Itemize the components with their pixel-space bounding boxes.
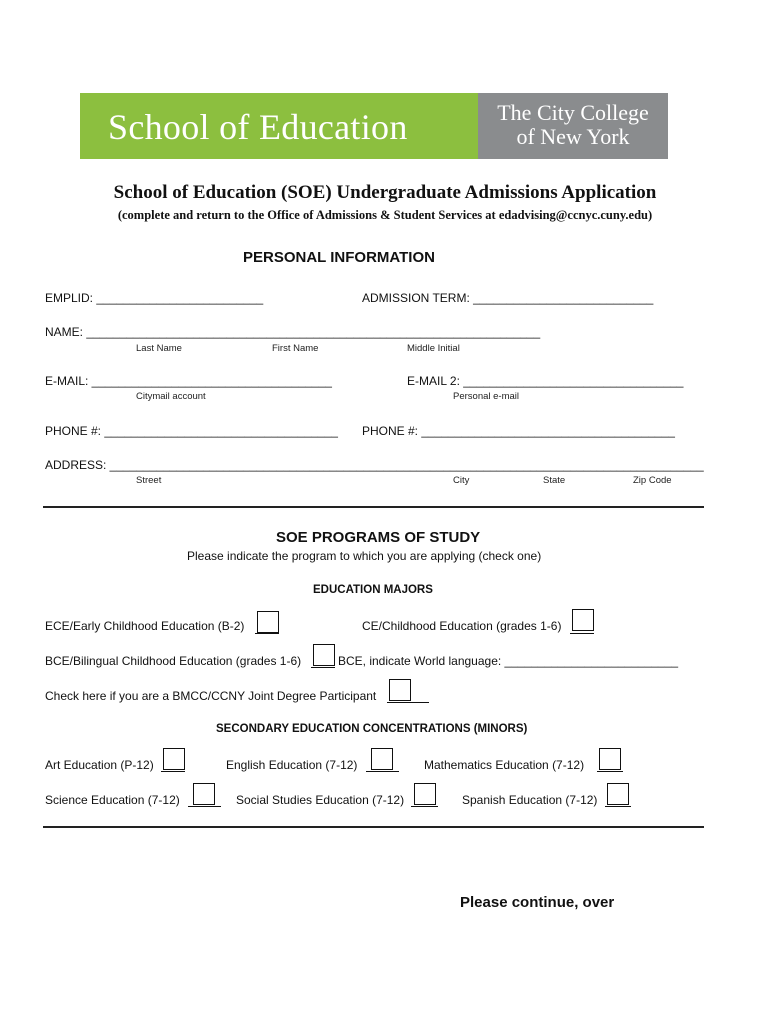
email2-field[interactable]: E-MAIL 2: _________________________________ [407,374,684,388]
math-education-checkbox[interactable] [599,748,621,770]
programs-instruction: Please indicate the program to which you are applying (check one) [187,549,542,563]
phone-field[interactable]: PHONE #: ___________________________________ [45,424,338,438]
ece-label: ECE/Early Childhood Education (B-2) [45,619,245,633]
name-field[interactable]: NAME: ____________________________________________________________________ [45,325,541,339]
minors-heading: SECONDARY EDUCATION CONCENTRATIONS (MINORS) [216,723,528,735]
social-studies-education-label: Social Studies Education (7-12) [236,793,405,807]
bce-checkbox[interactable] [313,644,335,666]
joint-degree-checkbox[interactable] [389,679,411,701]
programs-heading: SOE PROGRAMS OF STUDY [276,529,481,546]
street-hint: Street [136,475,162,486]
last-name-hint: Last Name [136,343,182,354]
phone2-field[interactable]: PHONE #: ______________________________________ [362,424,675,438]
english-education-label: English Education (7-12) [226,758,358,772]
math-education-label: Mathematics Education (7-12) [424,758,585,772]
emplid-field[interactable]: EMPLID: _________________________ [45,291,264,305]
science-education-checkbox[interactable] [193,783,215,805]
personal-info-heading: PERSONAL INFORMATION [243,249,435,266]
majors-heading: EDUCATION MAJORS [313,584,433,596]
art-education-label: Art Education (P-12) [45,758,154,772]
first-name-hint: First Name [272,343,319,354]
social-studies-education-checkbox[interactable] [414,783,436,805]
section-divider [43,506,704,508]
school-name: School of Education [108,107,408,147]
state-hint: State [543,475,566,486]
ece-checkbox[interactable] [257,611,279,633]
bce-label: BCE/Bilingual Childhood Education (grades 1-6) [45,654,302,668]
section-divider-bottom [43,826,704,828]
bce-language-field[interactable]: BCE, indicate World language: __________________________ [338,654,679,668]
science-education-label: Science Education (7-12) [45,793,180,807]
spanish-education-label: Spanish Education (7-12) [462,793,598,807]
middle-initial-hint: Middle Initial [407,343,460,354]
zip-code-hint: Zip Code [633,475,672,486]
address-field[interactable]: ADDRESS: _________________________________________________________________________________________ [45,458,704,472]
college-logo [478,93,668,159]
ce-checkbox[interactable] [572,609,594,631]
school-banner [80,93,478,159]
form-title: School of Education (SOE) Undergraduate Admissions Application [113,182,657,203]
email2-hint: Personal e-mail [453,391,519,402]
form-subtitle: (complete and return to the Office of Admissions & Student Services at edadvising@ccnyc.cuny.edu) [117,208,653,222]
admission-term-field[interactable]: ADMISSION TERM: ___________________________ [362,291,654,305]
joint-degree-label: Check here if you are a BMCC/CCNY Joint Degree Participant [45,689,377,703]
college-name-line1: The City College [497,100,649,125]
english-education-checkbox[interactable] [371,748,393,770]
college-name-line2: of New York [516,124,630,149]
ce-label: CE/Childhood Education (grades 1-6) [362,619,562,633]
art-education-checkbox[interactable] [163,748,185,770]
email-hint: Citymail account [136,391,206,402]
city-hint: City [453,475,470,486]
spanish-education-checkbox[interactable] [607,783,629,805]
continue-note: Please continue, over [460,894,615,911]
email-field[interactable]: E-MAIL: ____________________________________ [45,374,332,388]
